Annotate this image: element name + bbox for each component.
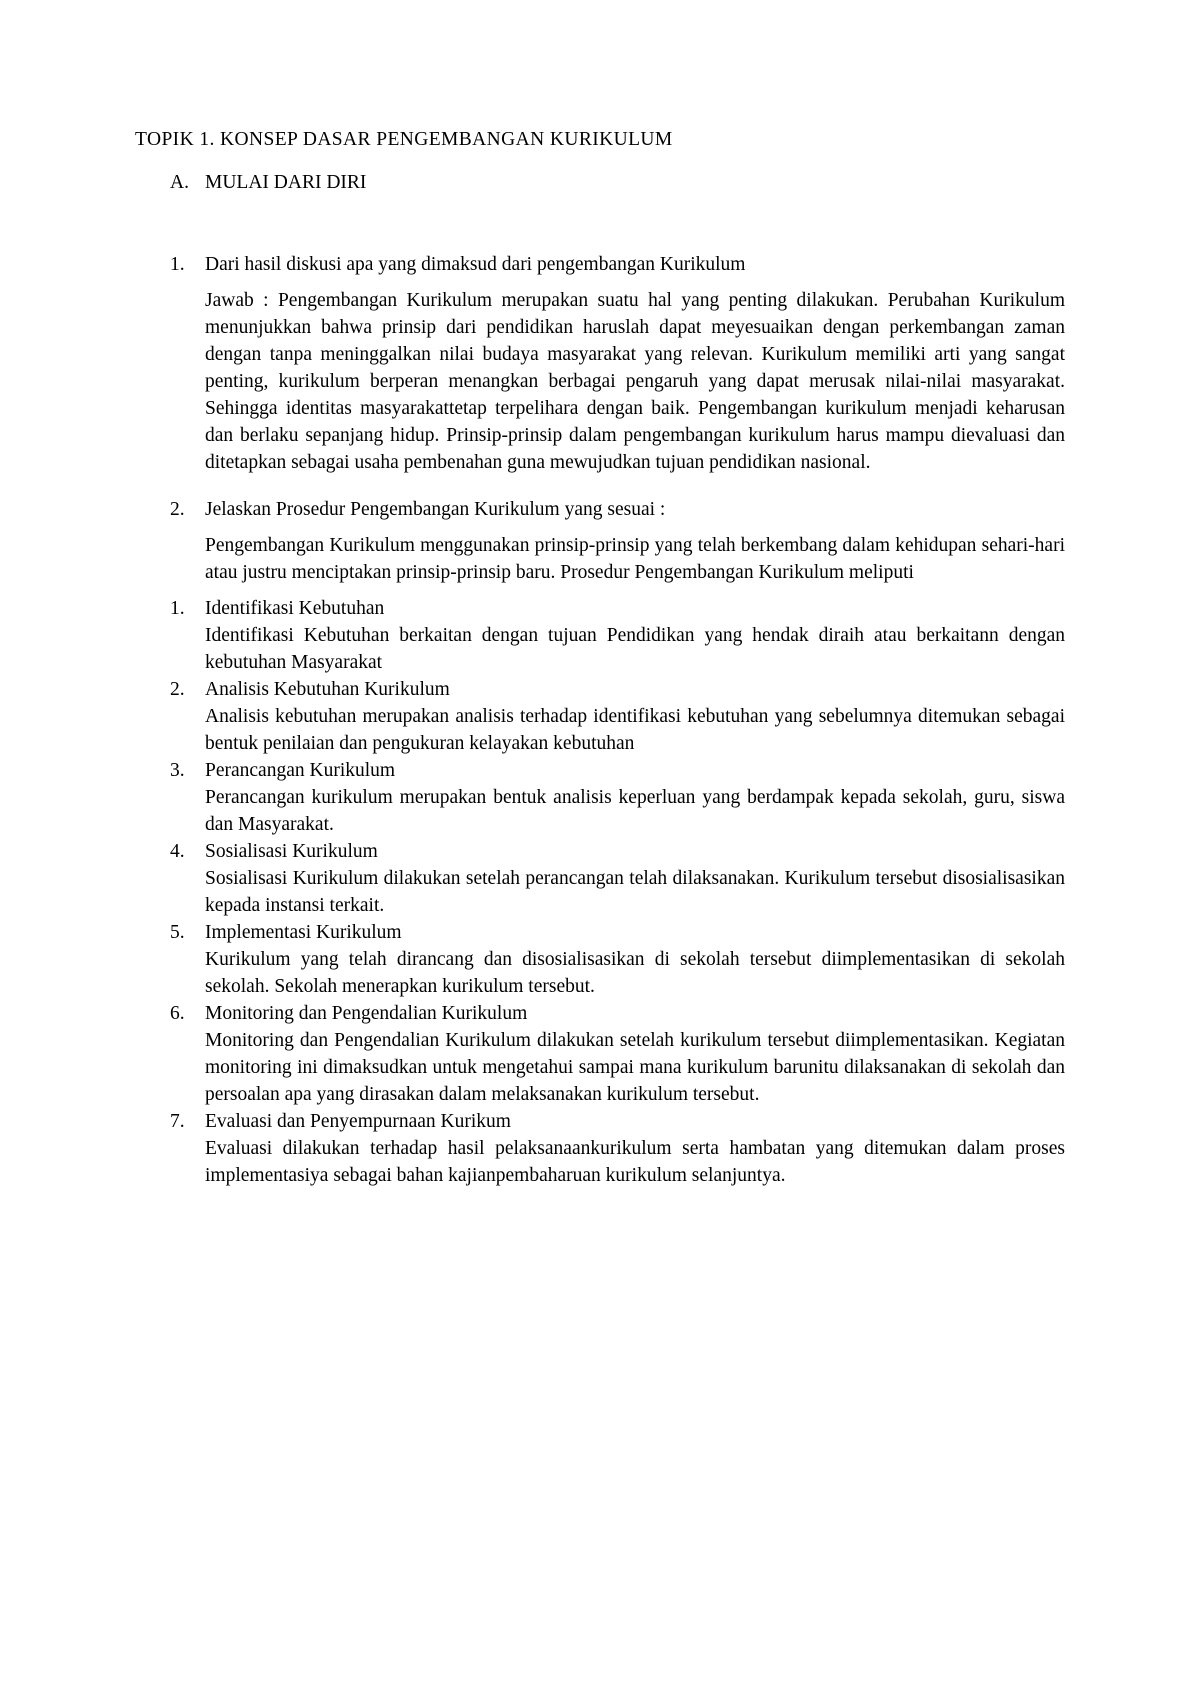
procedure-4-number: 4. [170,841,185,862]
question-1-answer: Jawab : Pengembangan Kurikulum merupakan suatu hal yang penting dilakukan. Perubahan Kurikulum menunjukkan bahwa prinsip dari pendidikan haruslah dapat meyesuaikan dengan perkembangan zaman dengan tanpa meninggalkan nilai budaya masyarakat yang relevan. Kurikulum memiliki arti yang sangat penting, kurikulum berperan menangkan berbagai pengaruh yang dapat merusak nilai-nilai masyarakat. Sehingga identitas masyarakattetap terpelihara dengan baik. Pengembangan kurikulum menjadi keharusan dan berlaku sepanjang hidup. Prinsip-prinsip dalam pengembangan kurikulum harus mampu dievaluasi dan ditetapkan sebagai usaha pembenahan guna mewujudkan tujuan pendidikan nasional. [205,290,1065,473]
procedure-2-content [205,676,1065,757]
document-title: TOPIK 1. KONSEP DASAR PENGEMBANGAN KURIKULUM [135,129,673,150]
procedure-3-body: Perancangan kurikulum merupakan bentuk analisis keperluan yang berdampak kepada sekolah, guru, siswa dan Masyarakat. [205,787,1065,835]
section-title: MULAI DARI DIRI [205,172,367,193]
procedure-3-number: 3. [170,760,185,781]
question-block-1 [135,251,1065,476]
procedure-2-number: 2. [170,679,185,700]
procedure-1-number: 1. [170,598,185,619]
procedure-2-title: Analisis Kebutuhan Kurikulum [205,679,450,700]
procedure-item-5 [135,919,1065,1000]
question-2-line [135,496,1065,523]
procedure-item-4 [135,838,1065,919]
procedure-4-title: Sosialisasi Kurikulum [205,841,378,862]
procedure-5-content [205,919,1065,1000]
procedure-7-body: Evaluasi dilakukan terhadap hasil pelaksanaankurikulum serta hambatan yang ditemukan dalam proses implementasiya sebagai bahan kajianpembaharuan kurikulum selanjuntya. [205,1138,1065,1186]
section-heading [135,169,1065,196]
procedure-3-content [205,757,1065,838]
procedure-1-content [205,595,1065,676]
question-2-number: 2. [170,499,185,520]
procedure-list [135,595,1065,1189]
procedure-3-title: Perancangan Kurikulum [205,760,396,781]
procedure-6-content [205,1000,1065,1108]
procedure-item-1 [135,595,1065,676]
question-2-answer: Pengembangan Kurikulum menggunakan prinsip-prinsip yang telah berkembang dalam kehidupan sehari-hari atau justru menciptakan prinsip-prinsip baru. Prosedur Pengembangan Kurikulum meliputi [205,535,1065,583]
procedure-7-title: Evaluasi dan Penyempurnaan Kurikum [205,1111,511,1132]
procedure-6-number: 6. [170,1003,185,1024]
procedure-item-7 [135,1108,1065,1189]
procedure-5-number: 5. [170,922,185,943]
procedure-item-6 [135,1000,1065,1108]
procedure-4-body: Sosialisasi Kurikulum dilakukan setelah perancangan telah dilaksanakan. Kurikulum tersebut disosialisasikan kepada instansi terkait. [205,868,1065,916]
question-1-line [135,251,1065,278]
procedure-1-body: Identifikasi Kebutuhan berkaitan dengan tujuan Pendidikan yang hendak diraih atau berkaitann dengan kebutuhan Masyarakat [205,625,1065,673]
procedure-5-body: Kurikulum yang telah dirancang dan disosialisasikan di sekolah tersebut diimplementasikan di sekolah sekolah. Sekolah menerapkan kurikulum tersebut. [205,949,1065,997]
procedure-1-title: Identifikasi Kebutuhan [205,598,385,619]
question-1-text: Dari hasil diskusi apa yang dimaksud dari pengembangan Kurikulum [205,254,746,275]
procedure-7-content [205,1108,1065,1189]
question-1-number: 1. [170,254,185,275]
procedure-5-title: Implementasi Kurikulum [205,922,402,943]
procedure-2-body: Analisis kebutuhan merupakan analisis terhadap identifikasi kebutuhan yang sebelumnya ditemukan sebagai bentuk penilaian dan pengukuran kelayakan kebutuhan [205,706,1065,754]
procedure-7-number: 7. [170,1111,185,1132]
procedure-6-title: Monitoring dan Pengendalian Kurikulum [205,1003,528,1024]
procedure-item-2 [135,676,1065,757]
procedure-item-3 [135,757,1065,838]
question-2-text: Jelaskan Prosedur Pengembangan Kurikulum yang sesuai : [205,499,666,520]
question-block-2 [135,496,1065,586]
procedure-6-body: Monitoring dan Pengendalian Kurikulum dilakukan setelah kurikulum tersebut diimplementasikan. Kegiatan monitoring ini dimaksudkan untuk mengetahui sampai mana kurikulum barunitu dilaksanakan di sekolah dan persoalan apa yang dirasakan dalam melaksanakan kurikulum tersebut. [205,1030,1065,1105]
section-label: A. [170,172,189,193]
procedure-4-content [205,838,1065,919]
